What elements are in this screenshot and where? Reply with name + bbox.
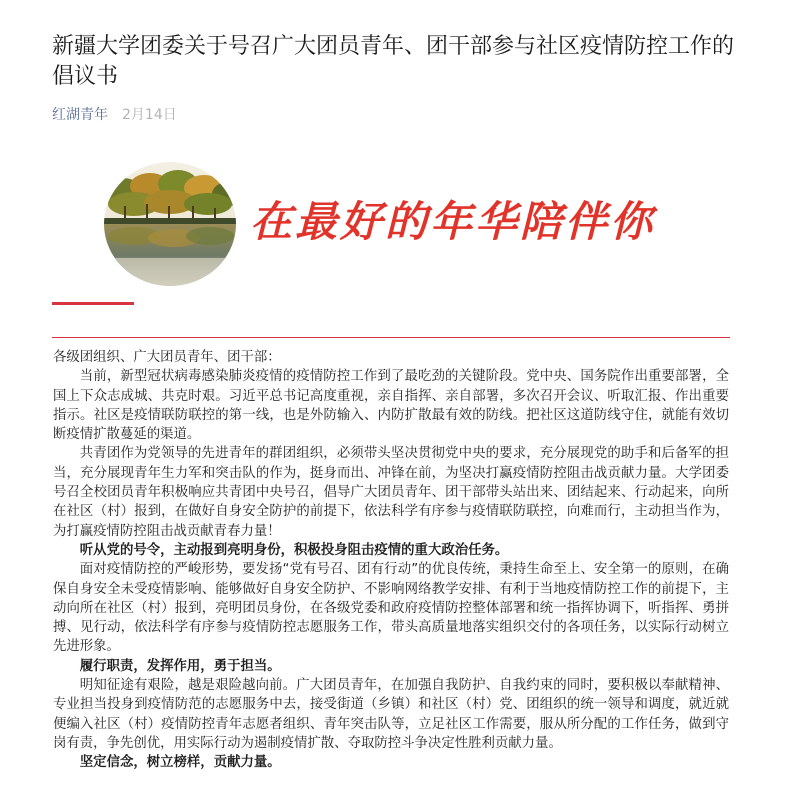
publish-date: 2月14日	[122, 107, 177, 123]
account-name-link[interactable]: 红湖青年	[52, 107, 108, 123]
lakeside-trees-photo	[104, 162, 236, 286]
article-meta	[52, 106, 177, 124]
section-heading: 履行职责，发挥作用，勇于担当。	[79, 658, 281, 674]
section-heading: 听从党的号令，主动报到亮明身份，积极投身阻击疫情的重大政治任务。	[79, 542, 509, 558]
article-title: 新疆大学团委关于号召广大团员青年、团干部参与社区疫情防控工作的倡议书	[52, 34, 735, 89]
decorative-short-divider	[52, 302, 134, 305]
paragraph: 当前，新型冠状病毒感染肺炎疫情的疫情防控工作到了最吃劲的关键阶段。党中央、国务院作出重要部署，全国上下众志成城、共克时艰。习近平总书记高度重视，亲自指挥、亲自部署，多次召开会议、听取汇报、作出重要指示。社区是疫情联防联控的第一线，也是外防输入、内防扩散最有效的防线。把社区这道防线守住，就能有效切断疫情扩散蔓延的渠道。	[53, 369, 729, 443]
header-banner-image	[104, 162, 684, 286]
section-heading: 坚定信念，树立榜样，贡献力量。	[79, 755, 281, 771]
paragraph: 共青团作为党领导的先进青年的群团组织，必须带头坚决贯彻党中央的要求，充分展现党的助手和后备军的担当，充分展现青年生力军和突击队的作为，挺身而出、冲锋在前，为坚决打赢疫情防控阻击战贡献力量。大学团委号召全校团员青年积极响应共青团中央号召，倡导广大团员青年、团干部带头站出来、团结起来、行动起来，向所在社区（村）报到，在做好自身安全防护的前提下，依法科学有序参与疫情联防联控，向难而行，主动担当作为，为打赢疫情防控阻击战贡献青春力量！	[53, 446, 729, 539]
banner-slogan: 在最好的年华陪伴你	[250, 197, 656, 246]
paragraph: 面对疫情防控的严峻形势，要发扬“党有号召、团有行动”的优良传统，秉持生命至上、安全第一的原则，在确保自身安全未受疫情影响、能够做好自身安全防护、不影响网络教学安排、有利于当地疫情防控工作的前提下，主动向所在社区（村）报到，亮明团员身份，在各级党委和政府疫情防控整体部署和统一指挥协调下，听指挥、勇拼搏、见行动，依法科学有序参与疫情防控志愿服务工作，带头高质量地落实组织交付的各项任务，以实际行动树立先进形象。	[53, 562, 729, 655]
salutation: 各级团组织、广大团员青年、团干部：	[53, 350, 281, 365]
decorative-long-divider	[52, 337, 730, 338]
article-body	[53, 348, 729, 773]
paragraph: 明知征途有艰险，越是艰险越向前。广大团员青年，在加强自我防护、自我约束的同时，要积极以奉献精神、专业担当投身到疫情防范的志愿服务中去，接受街道（乡镇）和社区（村）党、团组织的统一领导和调度，就近就便编入社区（村）疫情防控青年志愿者组织、青年突击队等，立足社区工作需要，服从所分配的工作任务，做到守岗有责，争先创优，用实际行动为遏制疫情扩散、夺取防控斗争决定性胜利贡献力量。	[53, 678, 729, 751]
